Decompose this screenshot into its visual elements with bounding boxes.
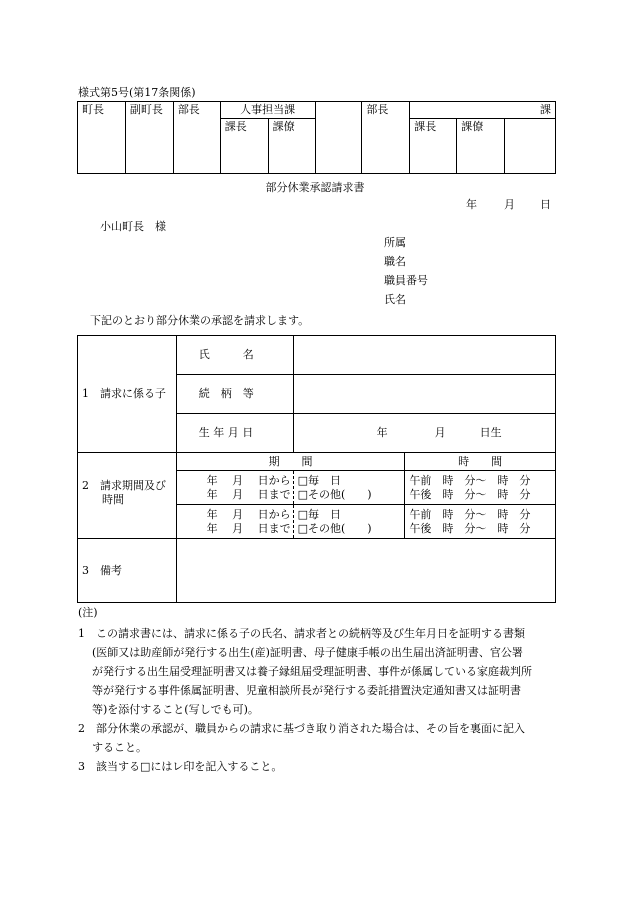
lead-sentence: 下記のとおり部分休業の承認を請求します。: [90, 314, 310, 327]
stamp-hr-chief: 課長: [220, 119, 268, 174]
note-1-line-a: 1 この請求書には、請求に係る子の氏名、請求者との続柄等及び生年月日を証明する書類: [78, 627, 525, 640]
note-1-line-e: 等)を添付すること(写しでも可)。: [92, 703, 259, 716]
period-header: 期 間: [176, 453, 405, 471]
section-period-label: 2 請求期間及び 時間: [78, 453, 177, 539]
period-option-2: □毎 日 □その他( ): [293, 505, 405, 539]
addressee: 小山町長 様: [100, 220, 166, 233]
period-row-2: 年 月 日から 年 月 日まで: [176, 505, 293, 539]
child-name-label: 氏 名: [176, 336, 293, 375]
request-table: [77, 335, 556, 603]
form-title: 部分休業承認請求書: [265, 181, 365, 194]
stamp-blank: [315, 102, 362, 174]
time-row-2: 午前 時 分～ 時 分 午後 時 分～ 時 分: [405, 505, 556, 539]
stamp-hr-staff: 課僚: [268, 119, 315, 174]
applicant-name: 氏名: [384, 293, 406, 306]
time-row-1: 午前 時 分～ 時 分 午後 時 分～ 時 分: [405, 471, 556, 505]
applicant-title: 職名: [384, 255, 406, 268]
applicant-affiliation: 所属: [384, 236, 406, 249]
approval-stamp-box: [77, 101, 556, 174]
section-remarks-label: 3 備考: [78, 539, 177, 603]
stamp-mayor: 町長: [78, 102, 126, 174]
note-2-line-a: 2 部分休業の承認が、職員からの請求に基づき取り消された場合は、その旨を裏面に記入: [78, 722, 525, 735]
child-relation-value: [293, 375, 555, 414]
stamp-sec-blank: [505, 119, 556, 174]
form-number: 様式第5号(第17条関係): [78, 86, 196, 99]
date-day: 日: [540, 198, 551, 211]
date-month: 月: [504, 198, 515, 211]
remarks-value: [176, 539, 555, 603]
notes-heading: (注): [78, 606, 98, 619]
note-2-line-b: すること。: [92, 741, 147, 754]
stamp-sec-staff: 課僚: [457, 119, 505, 174]
period-row-1: 年 月 日から 年 月 日まで: [176, 471, 293, 505]
stamp-director: 部長: [173, 102, 220, 174]
child-birth-label: 生 年 月 日: [176, 414, 293, 453]
child-relation-label: 続 柄 等: [176, 375, 293, 414]
note-1-line-d: 等が発行する事件係属証明書、児童相談所長が発行する委託措置決定通知書又は証明書: [92, 684, 521, 697]
note-1-line-b: (医師又は助産師が発行する出生(産)証明書、母子健康手帳の出生届出済証明書、官公署: [92, 646, 523, 659]
time-header: 時 間: [405, 453, 556, 471]
stamp-section: 課: [410, 102, 556, 119]
note-1-line-c: が発行する出生届受理証明書又は養子縁組届受理証明書、事件が係属している家庭裁判所: [92, 665, 532, 678]
child-name-value: [293, 336, 555, 375]
section-child-label: 1 請求に係る子: [78, 336, 177, 453]
applicant-employee-no: 職員番号: [384, 274, 428, 287]
date-year: 年: [466, 198, 477, 211]
stamp-sec-chief: 課長: [410, 119, 457, 174]
note-3: 3 該当する□にはレ印を記入すること。: [78, 760, 283, 773]
child-birth-value: 年 月 日生: [293, 414, 555, 453]
period-option-1: □毎 日 □その他( ): [293, 471, 405, 505]
stamp-deputy-mayor: 副町長: [125, 102, 173, 174]
stamp-hr-section: 人事担当課: [220, 102, 315, 119]
notes-body: [78, 624, 556, 776]
stamp-director-2: 部長: [362, 102, 410, 174]
